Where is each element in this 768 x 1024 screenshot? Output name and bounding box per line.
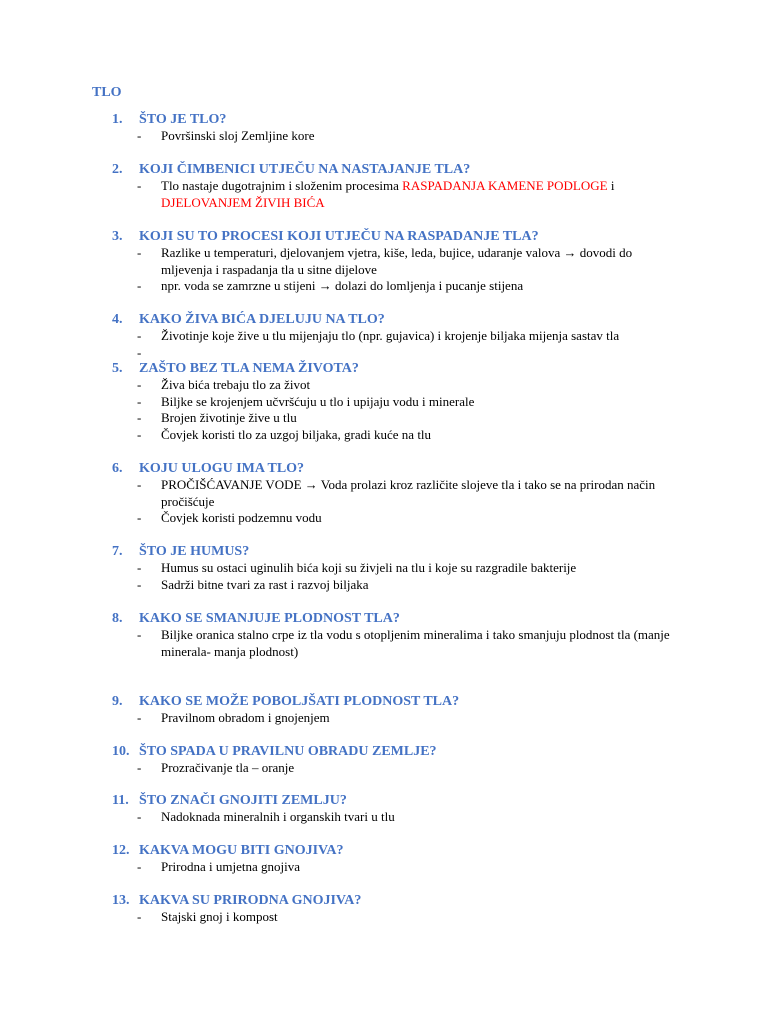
question-heading — [0, 228, 768, 245]
bullet-dash: - — [137, 477, 142, 492]
question-heading — [0, 693, 768, 710]
answer-item — [0, 577, 768, 594]
answer-text: Prirodna i umjetna gnojiva — [161, 859, 301, 874]
answer-item — [0, 760, 768, 777]
question-text: ŠTO JE TLO? — [139, 112, 227, 127]
bullet-dash: - — [137, 426, 142, 442]
question-heading — [0, 892, 768, 909]
question-text: KAKVA SU PRIRODNA GNOJIVA? — [139, 893, 362, 908]
question-heading — [0, 792, 768, 809]
answer-text: Sadrži bitne tvari za rast i razvoj biljaka — [161, 576, 369, 592]
question-heading — [0, 842, 768, 859]
question-text: KAKO SE MOŽE POBOLJŠATI PLODNOST TLA? — [139, 694, 460, 709]
answer-item — [0, 394, 768, 411]
question-heading — [0, 460, 768, 477]
question-number: 12. — [112, 843, 130, 858]
question-heading — [0, 360, 768, 377]
question-number: 1. — [112, 112, 123, 127]
answer-item — [0, 245, 768, 278]
bullet-dash: - — [137, 909, 142, 924]
bullet-dash: - — [137, 560, 142, 575]
question-number: 13. — [112, 893, 130, 908]
answer-item — [0, 345, 768, 362]
section-7 — [0, 543, 768, 593]
section-11 — [0, 792, 768, 826]
question-text: KAKO SE SMANJUJE PLODNOST TLA? — [139, 611, 400, 626]
question-text: ŠTO ZNAČI GNOJITI ZEMLJU? — [139, 793, 347, 808]
answer-item — [0, 477, 768, 510]
answer-text: npr. voda se zamrzne u stijeni → dolazi do lomljenja i pucanje stijena — [161, 278, 524, 293]
answer-item — [0, 128, 768, 145]
bullet-dash: - — [137, 245, 142, 260]
answer-text: Nadoknada mineralnih i organskih tvari u tlu — [161, 809, 395, 824]
question-text: ŠTO JE HUMUS? — [139, 544, 250, 559]
bullet-dash: - — [137, 328, 142, 343]
answer-item — [0, 427, 768, 444]
answer-text: PROČIŠĆAVANJE VODE → Voda prolazi kroz različite slojeve tla i tako se na prirodan način pročišćuje — [161, 477, 656, 509]
highlighted-term: RASPADANJA KAMENE PODLOGE — [402, 178, 608, 193]
answer-text-part: Tlo nastaje dugotrajnim i složenim procesima — [161, 178, 403, 193]
answer-text: Razlike u temperaturi, djelovanjem vjetra, kiše, leda, bujice, udaranje valova → dovodi do mljevenja i raspadanja tla u sitne dijelove — [161, 245, 633, 277]
answer-text: Čovjek koristi podzemnu vodu — [161, 510, 322, 525]
section-3 — [0, 228, 768, 295]
question-number: 7. — [112, 544, 123, 559]
answer-text: Čovjek koristi tlo za uzgoj biljaka, gradi kuće na tlu — [161, 426, 432, 442]
section-2 — [0, 161, 768, 211]
highlighted-term: DJELOVANJEM ŽIVIH BIĆA — [161, 194, 325, 210]
answer-text: Stajski gnoj i kompost — [161, 909, 278, 924]
bullet-dash: - — [137, 859, 142, 874]
answer-item — [0, 410, 768, 427]
question-number: 10. — [112, 744, 130, 759]
answer-text — [161, 345, 681, 362]
question-number: 2. — [112, 162, 123, 177]
answer-text: Pravilnom obradom i gnojenjem — [161, 710, 330, 725]
section-1 — [0, 111, 768, 145]
page-title: TLO — [92, 85, 122, 100]
bullet-dash: - — [137, 627, 142, 642]
answer-text: Brojen životinje žive u tlu — [161, 410, 297, 425]
answer-text — [161, 178, 681, 211]
question-heading — [0, 610, 768, 627]
section-5 — [0, 360, 768, 443]
answer-item — [0, 627, 768, 660]
answer-text-part: i — [607, 178, 615, 193]
answer-item — [0, 809, 768, 826]
answer-text: Živa bića trebaju tlo za život — [161, 377, 311, 392]
bullet-dash: - — [137, 178, 142, 193]
bullet-dash: - — [137, 710, 142, 725]
section-8 — [0, 610, 768, 660]
bullet-dash: - — [137, 510, 142, 525]
answer-item — [0, 710, 768, 727]
question-number: 9. — [112, 694, 123, 709]
bullet-dash: - — [137, 377, 142, 392]
bullet-dash: - — [137, 410, 142, 425]
answer-item — [0, 510, 768, 527]
question-number: 6. — [112, 461, 123, 476]
question-heading — [0, 161, 768, 178]
answer-text: Biljke se krojenjem učvršćuju u tlo i upijaju vodu i minerale — [161, 393, 475, 409]
section-9 — [0, 693, 768, 727]
answer-text: Biljke oranica stalno crpe iz tla vodu s otopljenim mineralima i tako smanjuju plodnost tla (manje minerala- manja plodnost) — [161, 627, 670, 659]
question-heading — [0, 111, 768, 128]
answer-item — [0, 859, 768, 876]
question-heading — [0, 311, 768, 328]
answer-item — [0, 560, 768, 577]
question-text: KAKVA MOGU BITI GNOJIVA? — [139, 843, 344, 858]
answer-item — [0, 278, 768, 295]
question-number: 3. — [112, 229, 123, 244]
question-text: ŠTO SPADA U PRAVILNU OBRADU ZEMLJE? — [139, 744, 437, 759]
answer-item — [0, 377, 768, 394]
bullet-dash: - — [137, 576, 142, 592]
question-text: ZAŠTO BEZ TLA NEMA ŽIVOTA? — [139, 361, 359, 376]
answer-item — [0, 909, 768, 926]
answer-text: Površinski sloj Zemljine kore — [161, 128, 315, 143]
question-number: 11. — [112, 793, 129, 808]
section-6 — [0, 460, 768, 527]
question-text: KAKO ŽIVA BIĆA DJELUJU NA TLO? — [139, 312, 385, 327]
answer-item — [0, 328, 768, 345]
section-10 — [0, 743, 768, 777]
answer-text: Humus su ostaci uginulih bića koji su živjeli na tlu i koje su razgradile bakterije — [161, 560, 577, 575]
question-number: 8. — [112, 611, 123, 626]
answer-text: Životinje koje žive u tlu mijenjaju tlo (npr. gujavica) i krojenje biljaka mijenja sastav tla — [161, 328, 620, 343]
question-number: 5. — [112, 361, 123, 376]
question-text: KOJI ČIMBENICI UTJEČU NA NASTAJANJE TLA? — [139, 162, 471, 177]
answer-text: Prozračivanje tla – oranje — [161, 760, 295, 775]
question-number: 4. — [112, 312, 123, 327]
bullet-dash: - — [137, 128, 142, 143]
question-text: KOJU ULOGU IMA TLO? — [139, 461, 305, 476]
section-4 — [0, 311, 768, 361]
question-heading — [0, 743, 768, 760]
bullet-dash: - — [137, 344, 142, 360]
bullet-dash: - — [137, 760, 142, 775]
question-heading — [0, 543, 768, 560]
section-13 — [0, 892, 768, 926]
bullet-dash: - — [137, 393, 142, 409]
answer-item — [0, 178, 768, 211]
question-text: KOJI SU TO PROCESI KOJI UTJEČU NA RASPADANJE TLA? — [139, 229, 539, 244]
bullet-dash: - — [137, 809, 142, 824]
section-12 — [0, 842, 768, 876]
bullet-dash: - — [137, 278, 142, 293]
